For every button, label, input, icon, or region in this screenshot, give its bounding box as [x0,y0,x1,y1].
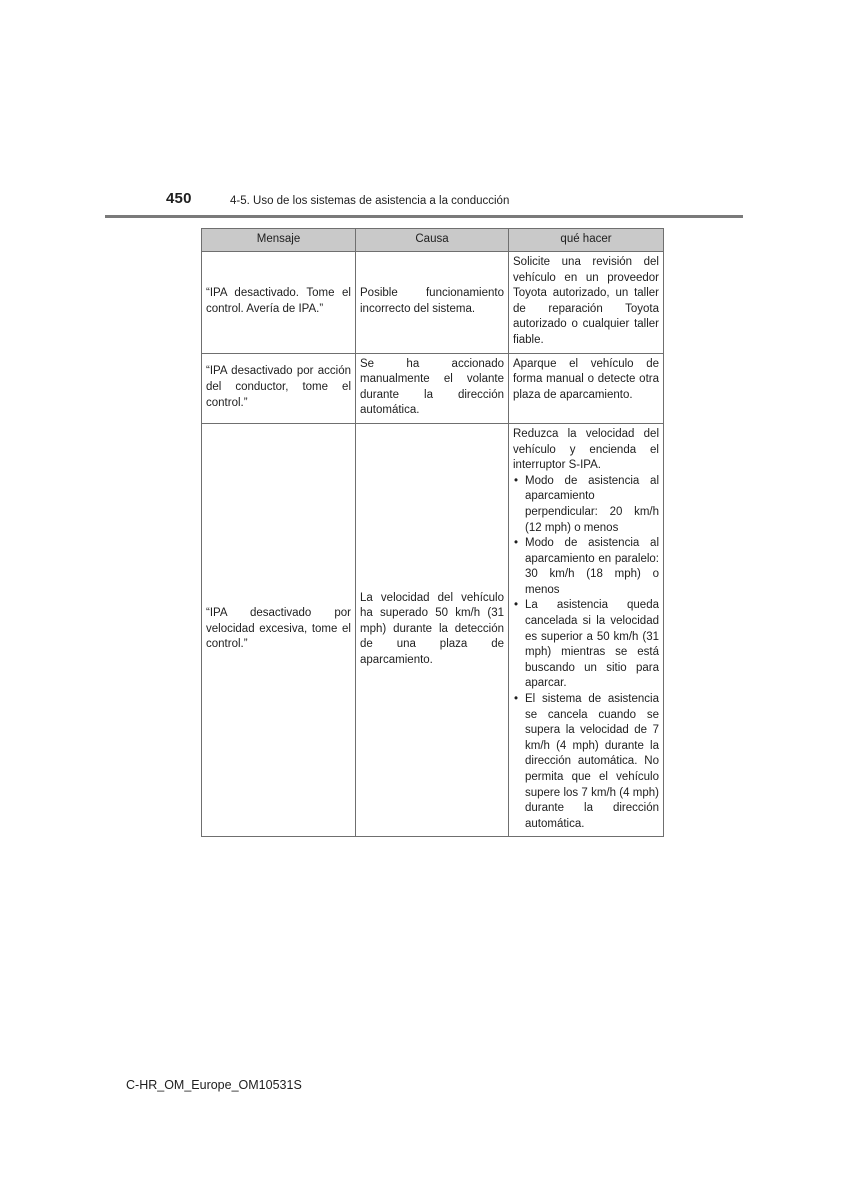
action-bullet-item: • La asistencia queda cancelada si la velocidad es superior a 50 km/h (31 mph) mientras se está buscando un sitio para aparcar. [513,598,659,692]
message-table [201,228,664,837]
cause-cell: Posible funcionamiento incorrecto del sistema. [356,252,509,354]
action-intro: Reduzca la velocidad del vehículo y encienda el interruptor S-IPA. [513,427,659,472]
action-cell: Solicite una revisión del vehículo en un proveedor Toyota autorizado, un taller de reparación Toyota autorizado o cualquier taller fiable. [509,252,664,354]
message-cell: “IPA desactivado por velocidad excesiva, tome el control.” [202,423,356,836]
action-bullet-item: • Modo de asistencia al aparcamiento en paralelo: 30 km/h (18 mph) o menos [513,536,659,598]
action-bullet-item: • Modo de asistencia al aparcamiento perpendicular: 20 km/h (12 mph) o menos [513,474,659,536]
header-rule [105,215,743,218]
cause-cell: La velocidad del vehículo ha superado 50 km/h (31 mph) durante la detección de una plaza de aparcamiento. [356,423,509,836]
page-number: 450 [166,190,192,207]
table-row [202,423,664,836]
section-title: 4-5. Uso de los sistemas de asistencia a la conducción [230,195,510,207]
cause-cell: Se ha accionado manualmente el volante durante la dirección automática. [356,353,509,423]
table-row [202,252,664,354]
document-code: C-HR_OM_Europe_OM10531S [126,1078,302,1092]
message-cell: “IPA desactivado por acción del conductor, tome el control.” [202,353,356,423]
action-cell: Aparque el vehículo de forma manual o detecte otra plaza de aparcamiento. [509,353,664,423]
action-bullet-list [513,474,659,833]
action-bullet-item: • El sistema de asistencia se cancela cuando se supera la velocidad de 7 km/h (4 mph) durante la dirección automática. No permita que el vehículo supere los 7 km/h (4 mph) durante la dirección automática. [513,692,659,832]
message-cell: “IPA desactivado. Tome el control. Avería de IPA.” [202,252,356,354]
column-header-cause: Causa [356,229,509,252]
table-header-row [202,229,664,252]
action-cell [509,423,664,836]
column-header-message: Mensaje [202,229,356,252]
column-header-action: qué hacer [509,229,664,252]
table-row [202,353,664,423]
